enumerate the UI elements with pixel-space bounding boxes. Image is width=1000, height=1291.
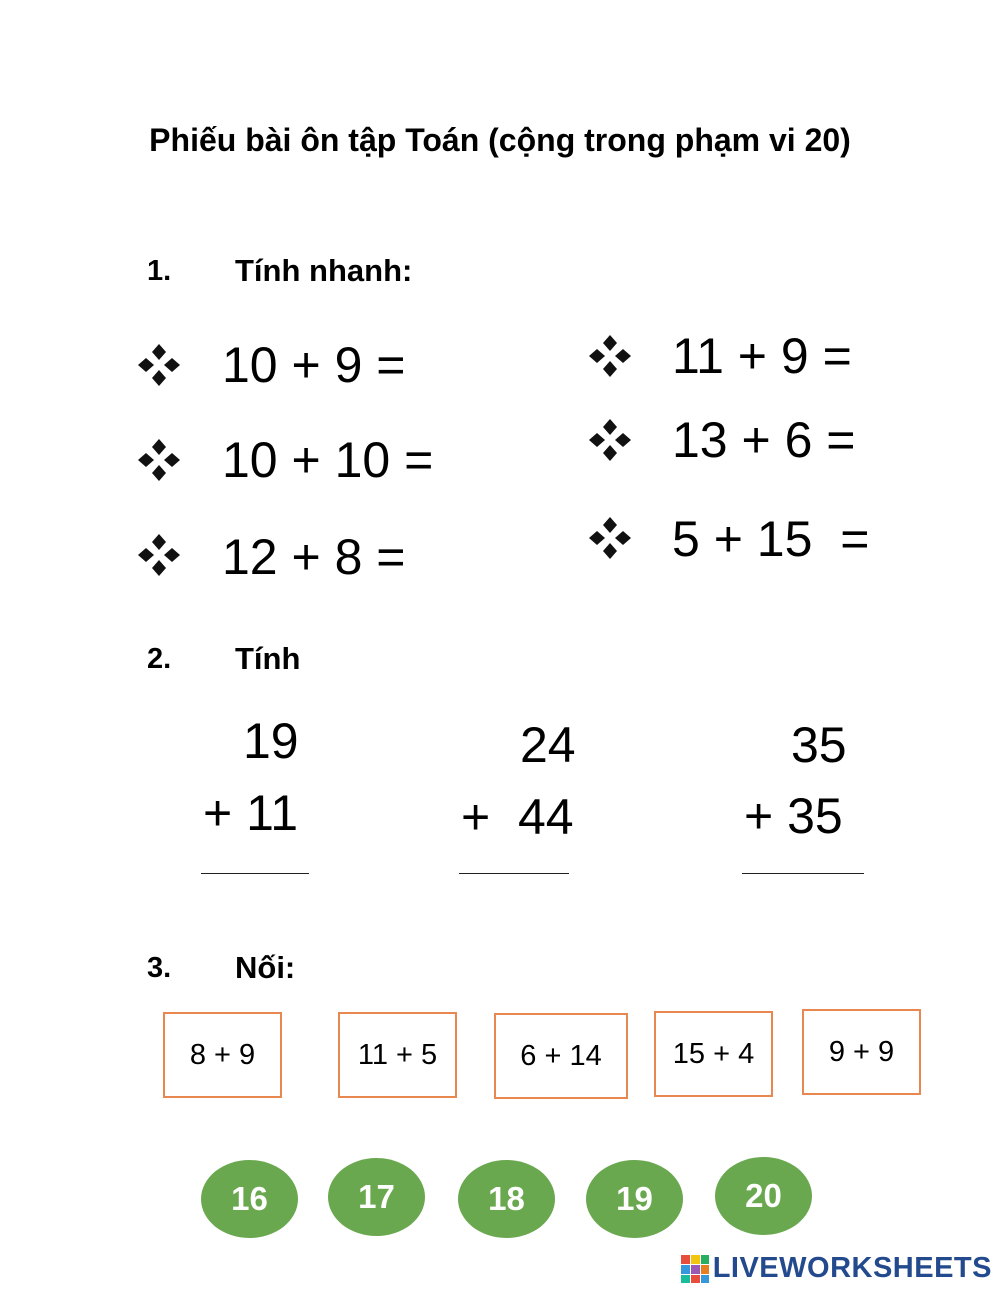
section-1-number: 1.: [147, 255, 172, 287]
diamond-bullet-icon: [587, 417, 633, 463]
match-box[interactable]: 9 + 9: [802, 1009, 921, 1095]
answer-circle[interactable]: 18: [458, 1160, 555, 1238]
diamond-bullet-icon: [587, 333, 633, 379]
answer-circle[interactable]: 19: [586, 1160, 683, 1238]
quick-calc-expression: 11 + 9 =: [672, 328, 852, 384]
column-calc-top: 19: [243, 713, 299, 769]
answer-line: [459, 873, 569, 874]
column-calc-bottom: + 35: [744, 788, 843, 844]
answer-circle[interactable]: 17: [328, 1158, 425, 1236]
section-3-title: Nối:: [235, 950, 296, 985]
match-box[interactable]: 15 + 4: [654, 1011, 773, 1097]
match-box[interactable]: 8 + 9: [163, 1012, 282, 1098]
column-calc-bottom: + 44: [461, 789, 574, 845]
section-3-number: 3.: [147, 952, 172, 984]
quick-calc-expression: 5 + 15 =: [672, 511, 870, 567]
diamond-bullet-icon: [136, 532, 182, 578]
brand-logo: [679, 1252, 992, 1285]
match-box[interactable]: 6 + 14: [494, 1013, 628, 1099]
quick-calc-expression: 13 + 6 =: [672, 412, 856, 468]
diamond-bullet-icon: [587, 515, 633, 561]
diamond-bullet-icon: [136, 342, 182, 388]
section-1-title: Tính nhanh:: [235, 253, 413, 288]
match-box[interactable]: 11 + 5: [338, 1012, 457, 1098]
diamond-bullet-icon: [136, 437, 182, 483]
answer-circle[interactable]: 16: [201, 1160, 298, 1238]
quick-calc-expression: 10 + 10 =: [222, 432, 434, 488]
liveworksheets-logo-icon: [679, 1253, 711, 1285]
page-title: Phiếu bài ôn tập Toán (cộng trong phạm vi 20): [149, 122, 851, 158]
column-calc-top: 35: [791, 717, 847, 773]
quick-calc-expression: 10 + 9 =: [222, 337, 406, 393]
answer-line: [742, 873, 864, 874]
quick-calc-expression: 12 + 8 =: [222, 529, 406, 585]
section-2-title: Tính: [235, 641, 301, 676]
brand-name: LIVEWORKSHEETS: [712, 1252, 992, 1284]
answer-line: [201, 873, 309, 874]
section-2-number: 2.: [147, 643, 172, 675]
answer-circle[interactable]: 20: [715, 1157, 812, 1235]
column-calc-bottom: + 11: [203, 785, 298, 841]
column-calc-top: 24: [520, 717, 576, 773]
